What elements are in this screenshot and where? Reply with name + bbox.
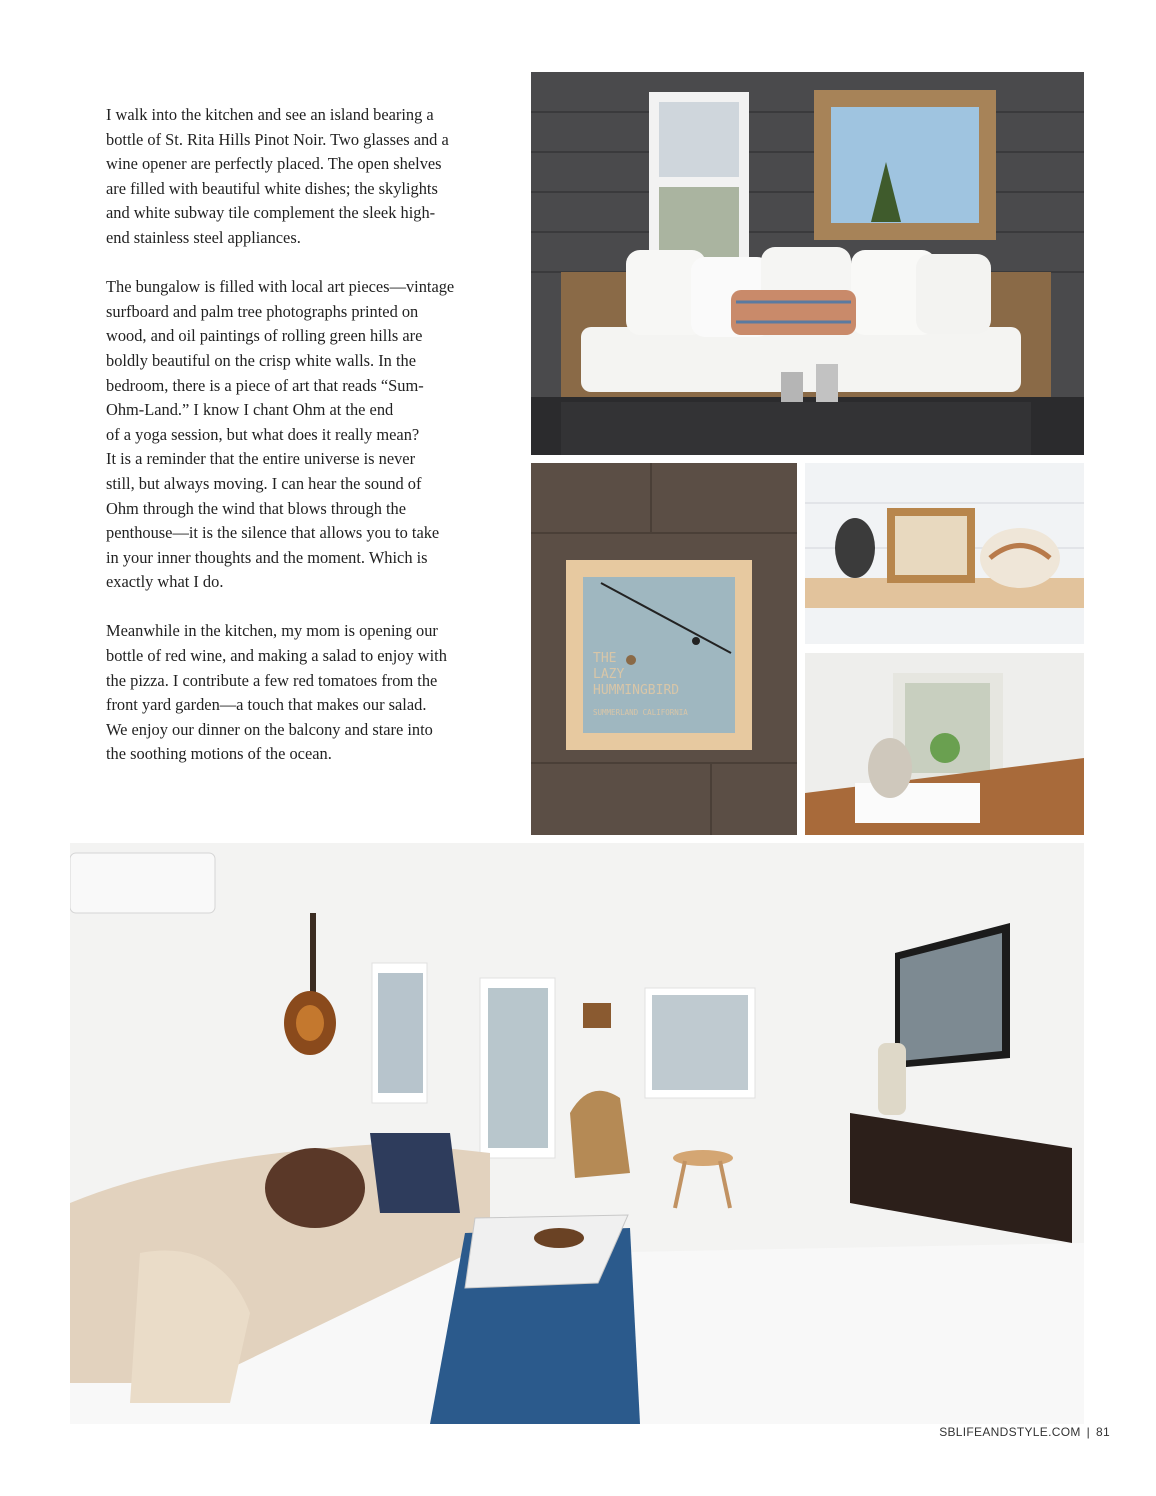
footer-page-number: 81 bbox=[1096, 1425, 1110, 1439]
photo-shelf-buddha bbox=[805, 463, 1084, 644]
photo-bird-figurine bbox=[805, 653, 1084, 835]
article-body bbox=[106, 103, 501, 792]
paragraph-kitchen: I walk into the kitchen and see an island bearing a bottle of St. Rita Hills Pinot Noir. Two glasses and a wine opener are perfectly placed. The open shelves are filled with beautiful white dishes; the skylights and white subway tile complement the sleek high- end stainless steel appliances. bbox=[106, 105, 449, 247]
footer-separator: | bbox=[1086, 1425, 1091, 1439]
photo-hummingbird-art bbox=[531, 463, 797, 835]
art-sign-line3: HUMMINGBIRD bbox=[593, 683, 680, 698]
art-sign-text bbox=[593, 651, 688, 721]
page-footer bbox=[939, 1425, 1110, 1439]
art-sign-line2: LAZY bbox=[593, 667, 625, 682]
art-sign-line4: SUMMERLAND CALIFORNIA bbox=[593, 708, 688, 717]
art-sign-line1: THE bbox=[593, 651, 617, 666]
photo-balcony-daybed bbox=[531, 72, 1084, 455]
paragraph-dinner: Meanwhile in the kitchen, my mom is opening our bottle of red wine, and making a salad to enjoy with the pizza. I contribute a few red tomatoes from the front yard garden—a touch that makes our salad. We enjoy our dinner on the balcony and stare into the soothing motions of the ocean. bbox=[106, 621, 447, 764]
photo-living-room bbox=[70, 843, 1084, 1424]
footer-site: SBLIFEANDSTYLE.COM bbox=[939, 1425, 1081, 1439]
paragraph-art: The bungalow is filled with local art pieces—vintage surfboard and palm tree photographs printed on wood, and oil paintings of rolling green hills are boldly beautiful on the crisp white walls. In the bedroom, there is a piece of art that reads “Sum- Ohm-Land.” I know I chant Ohm at the end of a yoga session, but what does it really mean? It is a reminder that the entire universe is never still, but always moving. I can hear the sound of Ohm through the wind that blows through the penthouse—it is the silence that allows you to take in your inner thoughts and the moment. Which is exactly what I do. bbox=[106, 277, 455, 592]
